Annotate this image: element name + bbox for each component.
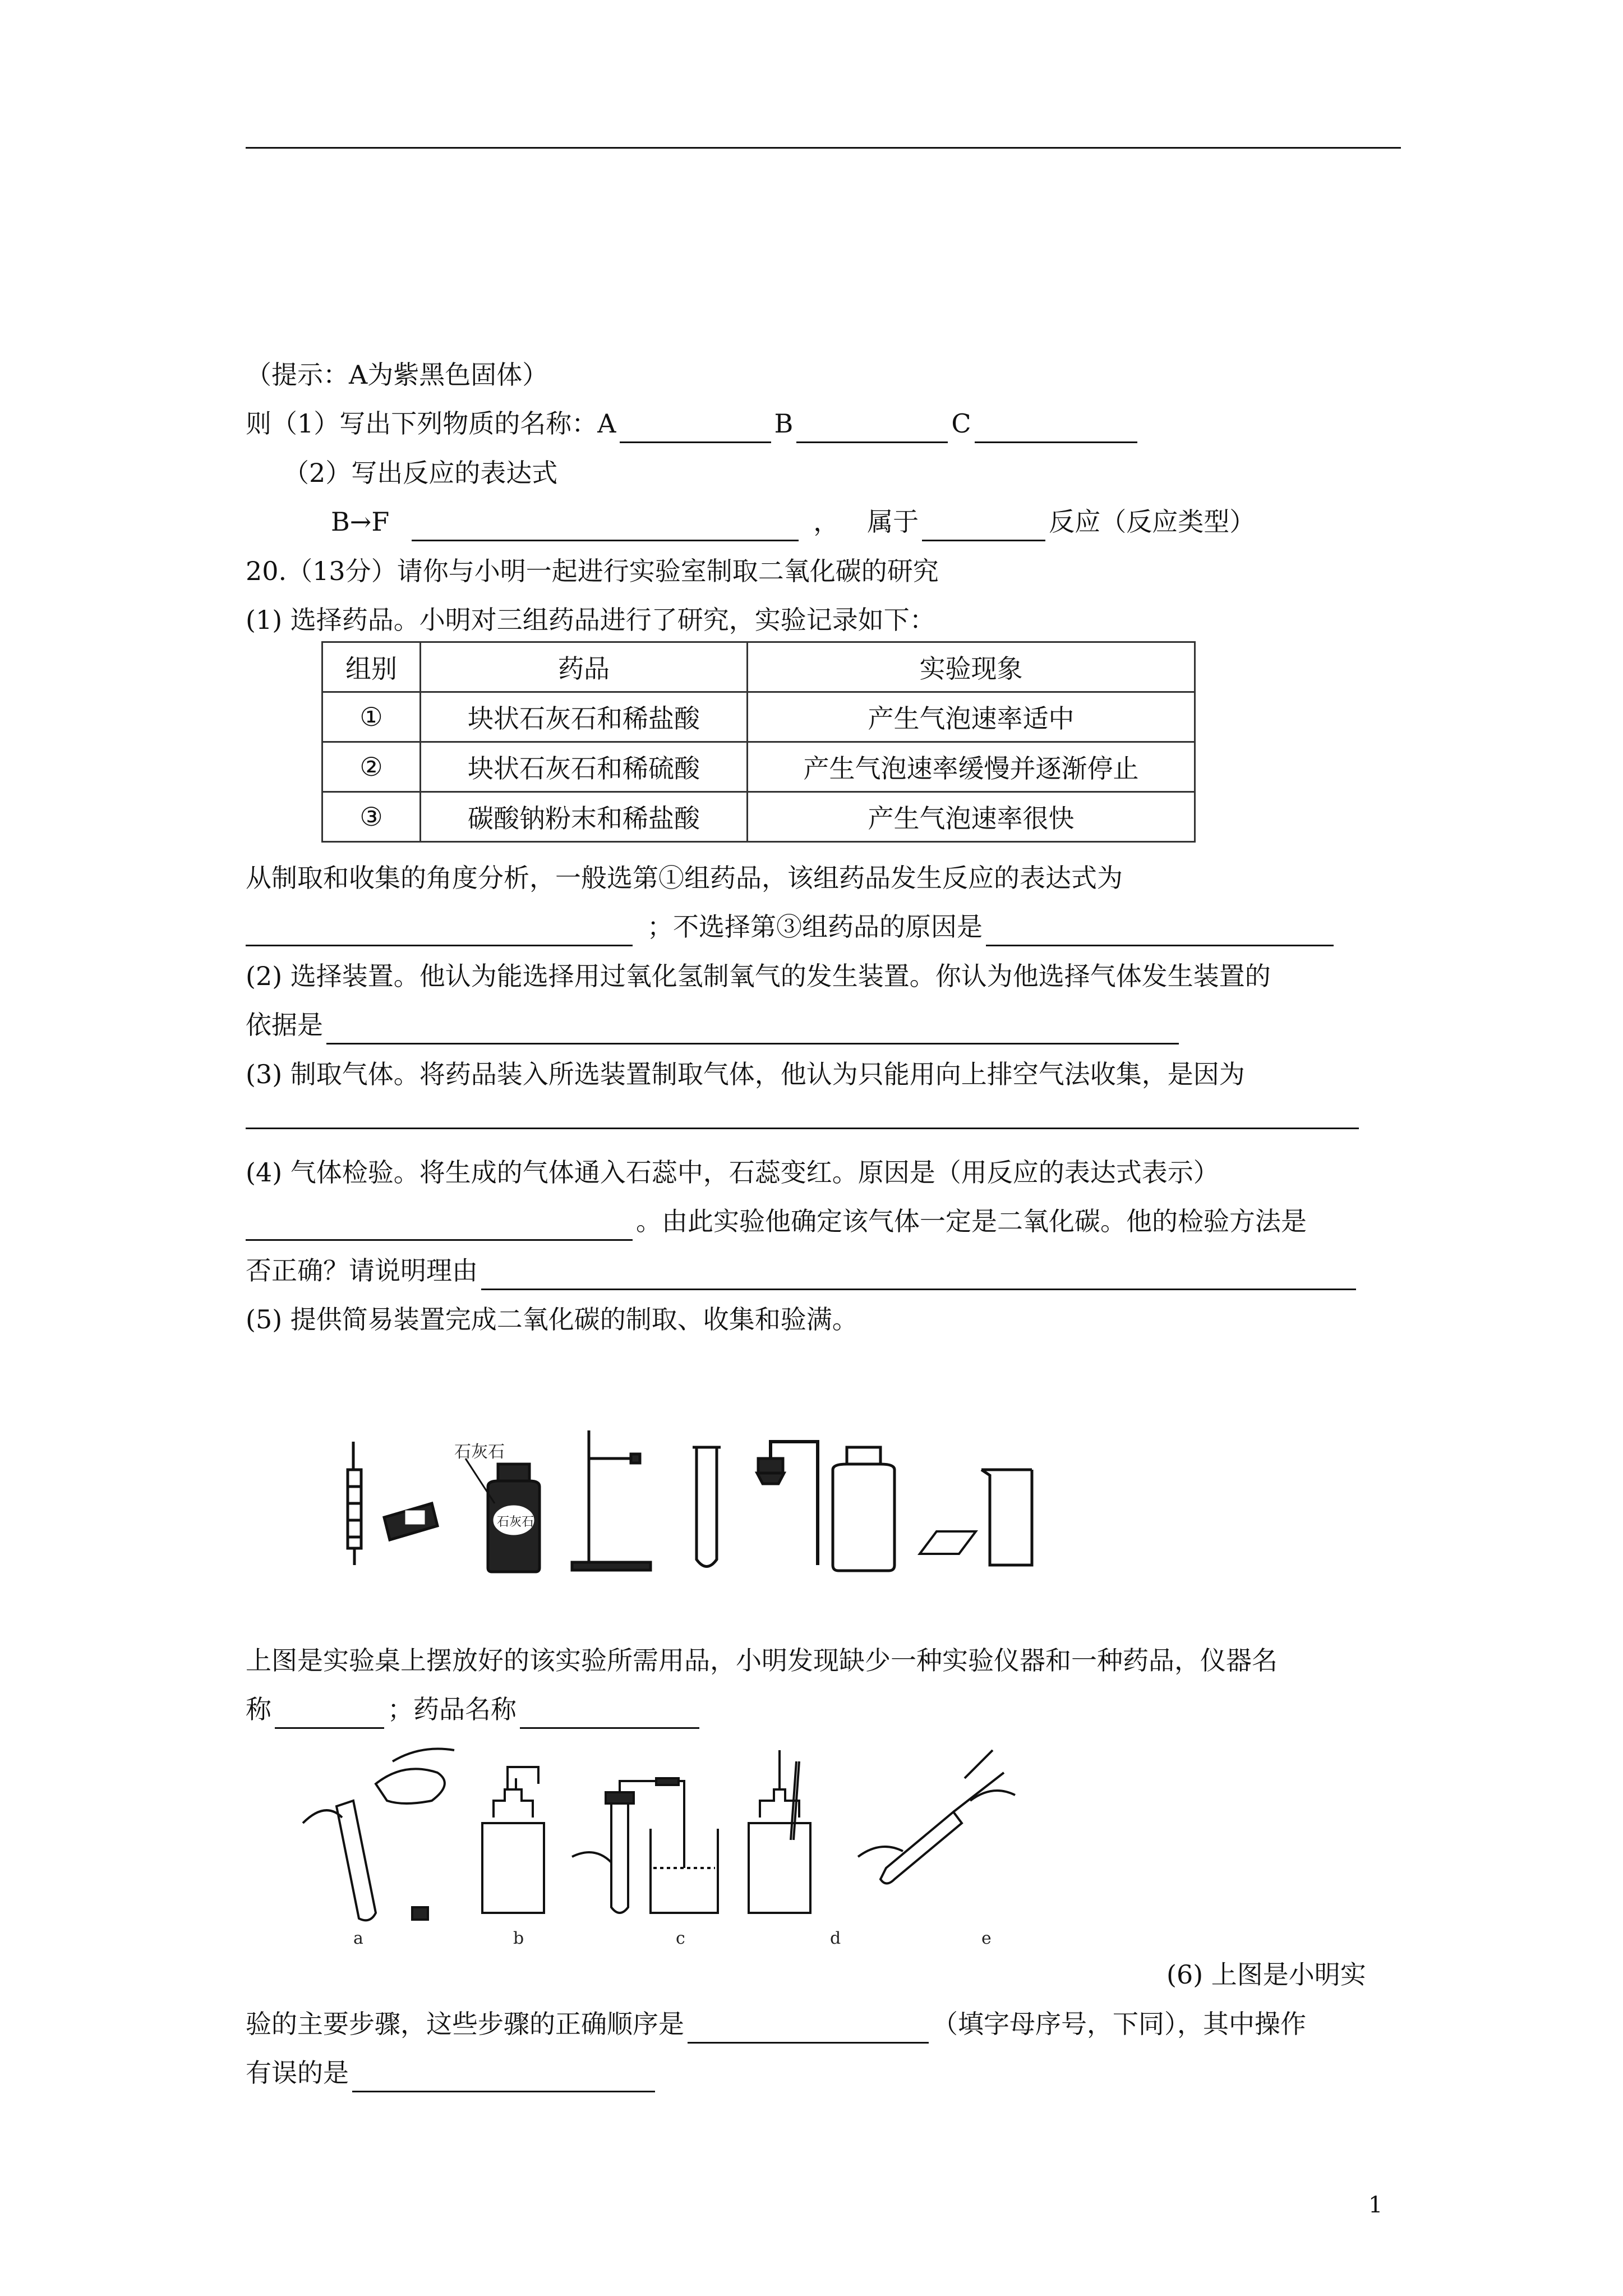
table-header-row bbox=[322, 642, 1195, 692]
reagent-table bbox=[321, 641, 1196, 843]
glass-slide-icon bbox=[920, 1531, 976, 1554]
test-tube-icon bbox=[693, 1447, 721, 1567]
table-row bbox=[322, 792, 1195, 842]
q20-s5b: 上图是实验桌上摆放好的该实验所需用品，小明发现缺少一种实验仪器和一种药品，仪器名 bbox=[246, 1645, 1278, 1676]
step-e-heat-icon bbox=[858, 1750, 1015, 1884]
q19-bf-line: B→F ， 属于 反应（反应类型） bbox=[331, 502, 1255, 541]
q20-s1c-line: ；不选择第③组药品的原因是 bbox=[246, 907, 1337, 946]
q20-s6: (6) 上图是小明实 bbox=[1166, 1959, 1366, 1990]
table-cell: 产生气泡速率缓慢并逐渐停止 bbox=[748, 742, 1195, 792]
hint-text: （提示：A为紫黑色固体） bbox=[246, 360, 548, 390]
delivery-tube-icon bbox=[757, 1442, 818, 1565]
step-label: b bbox=[513, 1929, 524, 1948]
table-cell: ① bbox=[322, 692, 421, 742]
table-cell: ② bbox=[322, 742, 421, 792]
step-a-pour-icon bbox=[303, 1749, 454, 1921]
q20-s4b-line: 。由此实验他确定该气体一定是二氧化碳。他的检验方法是 bbox=[246, 1202, 1307, 1241]
step-label: d bbox=[830, 1929, 841, 1948]
q20-s6d-line: 有误的是 bbox=[246, 2053, 658, 2092]
q20-title: 20.（13分）请你与小明一起进行实验室制取二氧化碳的研究 bbox=[246, 556, 939, 586]
q20-s4c-line: 否正确？请说明理由 bbox=[246, 1251, 1359, 1290]
q20-s5c-line: 称 ；药品名称 bbox=[246, 1690, 703, 1729]
table-cell: 碳酸钠粉末和稀盐酸 bbox=[421, 792, 748, 842]
q20-s2: (2) 选择装置。他认为能选择用过氧化氢制氧气的发生装置。你认为他选择气体发生装置的 bbox=[246, 961, 1271, 991]
step-label: a bbox=[353, 1929, 363, 1948]
table-row bbox=[322, 742, 1195, 792]
q20-s4: (4) 气体检验。将生成的气体通入石蕊中，石蕊变红。原因是（用反应的表达式表示） bbox=[246, 1157, 1219, 1188]
q20-s1: (1) 选择药品。小明对三组药品进行了研究，实验记录如下： bbox=[246, 605, 935, 635]
table-row bbox=[322, 692, 1195, 742]
bottle-label-inner: 石灰石 bbox=[497, 1515, 534, 1529]
table-cell: 块状石灰石和稀硫酸 bbox=[421, 742, 748, 792]
q20-s2b-line: 依据是 bbox=[246, 1005, 1182, 1045]
gas-bottle-icon bbox=[833, 1447, 895, 1571]
table-header: 实验现象 bbox=[748, 642, 1195, 692]
page-number: 1 bbox=[1368, 2192, 1383, 2218]
table-cell: 产生气泡速率适中 bbox=[748, 692, 1195, 742]
steps-figure bbox=[292, 1739, 1105, 1952]
bottle-label: 石灰石 bbox=[454, 1442, 505, 1462]
table-header: 组别 bbox=[322, 642, 421, 692]
header-rule bbox=[246, 147, 1401, 149]
q20-s5: (5) 提供简易装置完成二氧化碳的制取、收集和验满。 bbox=[246, 1304, 858, 1335]
answer-rule bbox=[246, 1128, 1359, 1129]
table-cell: 产生气泡速率很快 bbox=[748, 792, 1195, 842]
q19-part1: 则（1）写出下列物质的名称：A B C bbox=[246, 404, 1141, 443]
step-label: c bbox=[676, 1929, 685, 1948]
q20-s3: (3) 制取气体。将药品装入所选装置制取气体，他认为只能用向上排空气法收集，是因为 bbox=[246, 1059, 1245, 1089]
syringe-icon bbox=[348, 1442, 361, 1565]
step-c-airtight-icon bbox=[572, 1778, 718, 1913]
step-d-check-full-icon bbox=[749, 1750, 810, 1913]
matchbox-icon bbox=[384, 1503, 437, 1540]
iron-stand-icon bbox=[572, 1430, 651, 1570]
table-cell: 块状石灰石和稀盐酸 bbox=[421, 692, 748, 742]
beaker-icon bbox=[981, 1470, 1032, 1565]
table-cell: ③ bbox=[322, 792, 421, 842]
step-label: e bbox=[981, 1929, 992, 1948]
q19-part2: （2）写出反应的表达式 bbox=[283, 458, 558, 488]
apparatus-figure bbox=[331, 1397, 1206, 1582]
table-header: 药品 bbox=[421, 642, 748, 692]
step-b-bottle-icon bbox=[482, 1767, 544, 1913]
q20-s6b-line: 验的主要步骤，这些步骤的正确顺序是 （填字母序号，下同），其中操作 bbox=[246, 2004, 1306, 2044]
q20-s1b: 从制取和收集的角度分析，一般选第①组药品，该组药品发生反应的表达式为 bbox=[246, 863, 1123, 893]
